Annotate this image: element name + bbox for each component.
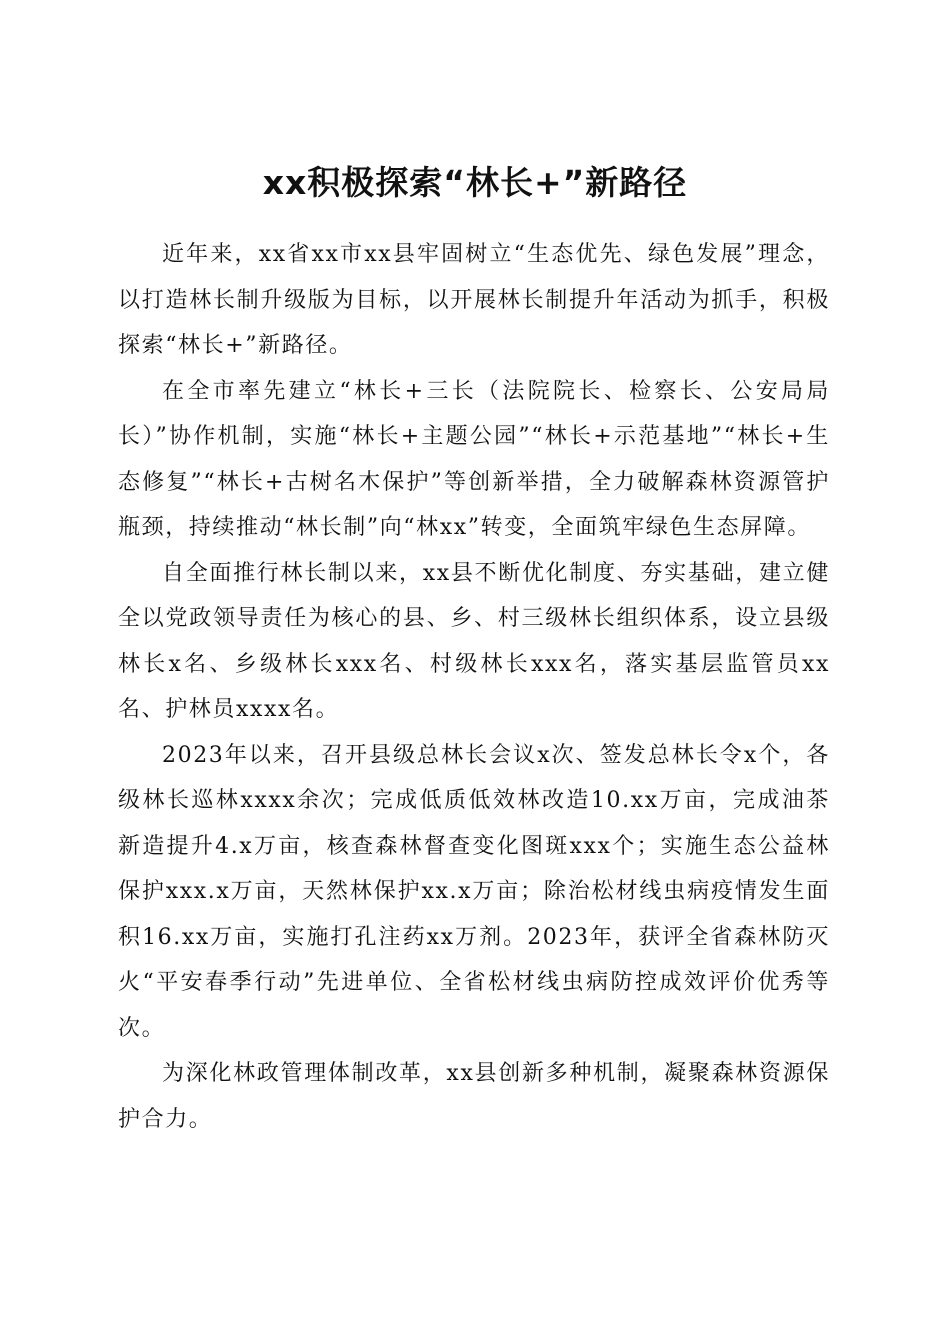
paragraph-4: 2023年以来，召开县级总林长会议x次、签发总林长令x个，各级林长巡林xxxx余次；完成低质低效林改造10.xx万亩，完成油茶新造提升4.x万亩，核查森林督查变化图斑xxx个；实施生态公益林保护xxx.x万亩，天然林保护xx.x万亩；除治松材线虫病疫情发生面积16.xx万亩，实施打孔注药xx万剂。2023年，获评全省森林防灭火“平安春季行动”先进单位、全省松材线虫病防控成效评价优秀等次。 xyxy=(118,742,830,1041)
paragraph-1: 近年来，xx省xx市xx县牢固树立“生态优先、绿色发展”理念，以打造林长制升级版为目标，以开展林长制提升年活动为抓手，积极探索“林长+”新路径。 xyxy=(118,242,830,358)
paragraph-3: 自全面推行林长制以来，xx县不断优化制度、夯实基础，建立健全以党政领导责任为核心的县、乡、村三级林长组织体系，设立县级林长x名、乡级林长xxx名、村级林长xxx名，落实基层监管员xx名、护林员xxxx名。 xyxy=(118,560,830,722)
page-title: xx积极探索“林长+”新路径 xyxy=(262,163,688,203)
document-body xyxy=(118,232,830,1142)
paragraph-5: 为深化林政管理体制改革，xx县创新多种机制，凝聚森林资源保护合力。 xyxy=(118,1061,830,1132)
paragraph-2: 在全市率先建立“林长+三长（法院院长、检察长、公安局局长）”协作机制，实施“林长+主题公园”“林长+示范基地”“林长+生态修复”“林长+古树名木保护”等创新举措，全力破解森林资源管护瓶颈，持续推动“林长制”向“林xx”转变，全面筑牢绿色生态屏障。 xyxy=(118,378,830,540)
